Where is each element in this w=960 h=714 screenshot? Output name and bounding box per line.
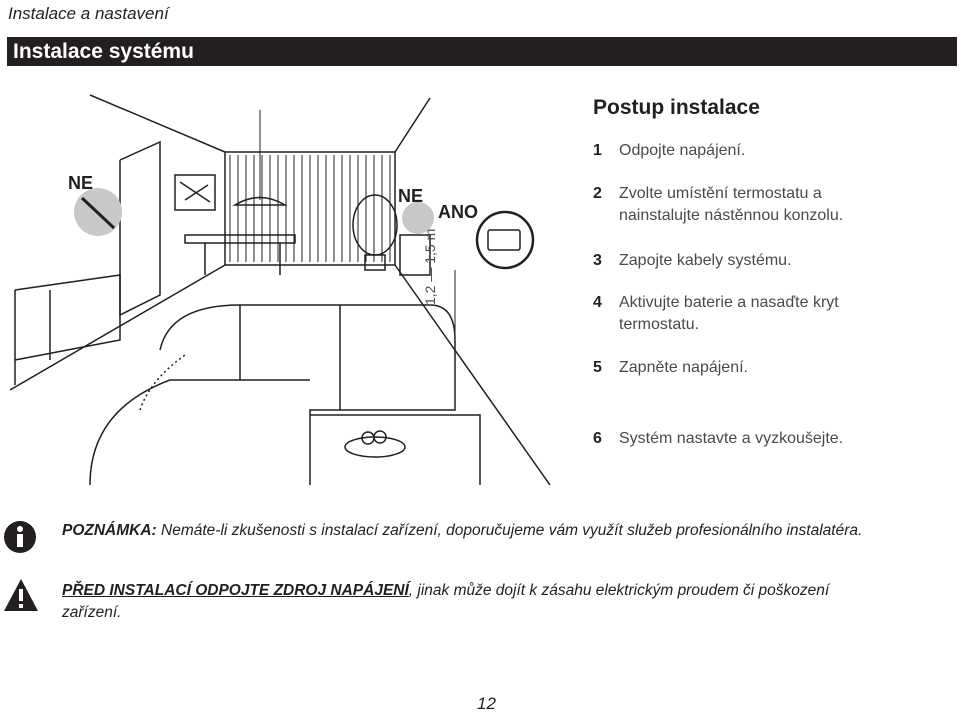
warning (62, 580, 892, 624)
note-label: POZNÁMKA: (62, 522, 157, 539)
step-2: 2 Zvolte umístění termostatu a nainstalujte nástěnnou konzolu. (593, 185, 844, 224)
room-illustration (10, 90, 560, 485)
info-icon (4, 520, 36, 554)
warning-icon (3, 578, 39, 612)
page-number: 12 (477, 694, 496, 713)
step-4: 4 Aktivujte baterie a nasaďte kryt termostatu. (593, 294, 839, 333)
warning-label: PŘED INSTALACÍ ODPOJTE ZDROJ NAPÁJENÍ (62, 582, 409, 599)
page-title: Instalace systému (13, 40, 194, 63)
note-text: Nemáte-li zkušenosti s instalací zařízení, doporučujeme vám využít služeb profesionálního instalatéra. (156, 522, 863, 539)
title-bar (7, 37, 957, 66)
warning-text: , jinak může dojít k zásahu elektrickým proudem či poškození zařízení. (62, 582, 830, 621)
height-label: 1,2 — 1,5 m (422, 228, 438, 305)
procedure-title: Postup instalace (593, 96, 760, 119)
step-6: 6 Systém nastavte a vyzkoušejte. (593, 430, 844, 447)
section-label: Instalace a nastavení (8, 4, 169, 23)
step-3: 3 Zapojte kabely systému. (593, 252, 792, 269)
note (62, 520, 892, 542)
step-5: 5 Zapněte napájení. (593, 359, 748, 376)
label-ne-left: NE (68, 173, 94, 193)
step-1: 1 Odpojte napájení. (593, 142, 746, 159)
label-ano: ANO (438, 202, 478, 222)
label-ne-right: NE (398, 186, 424, 206)
